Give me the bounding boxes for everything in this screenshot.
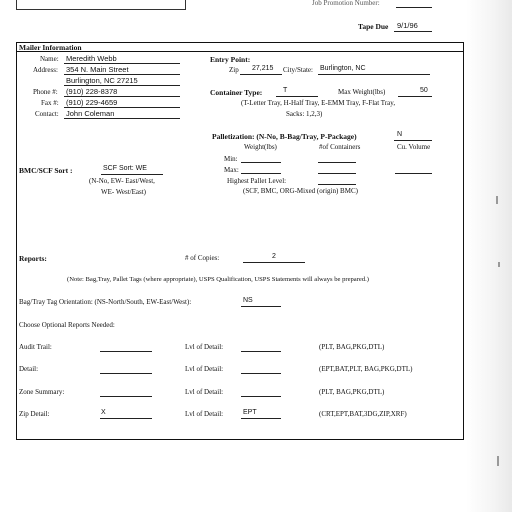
detail-report-options: (EPT,BAT,PLT, BAG,PKG,DTL) xyxy=(319,365,413,373)
address-line1-value[interactable]: 354 N. Main Street xyxy=(66,65,129,74)
min-containers-line xyxy=(318,162,356,163)
fax-label: Fax #: xyxy=(41,99,59,107)
palletization-value[interactable]: N xyxy=(397,131,403,138)
highest-pallet-line xyxy=(318,184,356,185)
detail-report-line xyxy=(100,373,152,374)
copies-label: # of Copies: xyxy=(185,254,220,262)
orientation-line xyxy=(241,306,281,307)
form-header-band xyxy=(16,42,464,52)
zip-detail-detail-label: Lvl of Detail: xyxy=(185,410,224,418)
scan-speck xyxy=(496,196,498,204)
audit-trail-line xyxy=(100,351,152,352)
containers-column-header: #of Containers xyxy=(319,143,361,151)
zip-detail-detail-value[interactable]: EPT xyxy=(243,409,257,416)
phone-value[interactable]: (910) 228-8378 xyxy=(66,87,118,96)
zip-line xyxy=(240,74,282,75)
reports-note: (Note: Bag,Tray, Pallet Tags (where appropriate), USPS Qualification, USPS Statements will always be prepared.) xyxy=(67,276,369,283)
copies-value[interactable]: 2 xyxy=(272,253,276,260)
bmc-options-2: WE- West/East) xyxy=(101,188,146,196)
orientation-label: Bag/Tray Tag Orientation: (NS-North/South, EW-East/West): xyxy=(19,298,192,306)
palletization-label: Palletization: (N-No, B-Bag/Tray, P-Package) xyxy=(212,132,357,141)
min-weight-line xyxy=(241,162,281,163)
scan-speck xyxy=(498,262,500,267)
address-label: Address: xyxy=(33,66,58,74)
audit-trail-label: Audit Trail: xyxy=(19,343,52,351)
address-line2-line xyxy=(64,85,180,86)
max-weight-line xyxy=(398,96,432,97)
container-type-value[interactable]: T xyxy=(283,87,288,94)
zip-detail-detail-line xyxy=(241,418,281,419)
mailer-info-header: Mailer Information xyxy=(19,43,82,52)
contact-value[interactable]: John Coleman xyxy=(66,109,115,118)
tape-due-line xyxy=(394,31,432,32)
optional-reports-label: Choose Optional Reports Needed: xyxy=(19,321,115,329)
address-line2-value[interactable]: Burlington, NC 27215 xyxy=(66,76,138,85)
zip-value[interactable]: 27,215 xyxy=(252,65,274,72)
orientation-value[interactable]: NS xyxy=(243,297,253,304)
city-state-value[interactable]: Burlington, NC xyxy=(320,65,366,72)
min-label: Min: xyxy=(224,155,238,163)
max-weight-line xyxy=(241,173,281,174)
bmc-options-1: (N-No, EW- East/West, xyxy=(89,177,155,185)
entry-point-label: Entry Point: xyxy=(210,55,251,64)
zone-summary-detail-line xyxy=(241,396,281,397)
zone-summary-detail-label: Lvl of Detail: xyxy=(185,388,224,396)
tape-due-value: 9/1/96 xyxy=(397,21,418,30)
max-weight-label: Max Weight(lbs) xyxy=(338,88,386,96)
scf-sort-line xyxy=(101,174,163,175)
volume-column-header: Cu. Volume xyxy=(397,143,431,151)
reports-label: Reports: xyxy=(19,254,47,263)
copies-line xyxy=(243,262,305,263)
contact-line xyxy=(64,118,180,119)
city-state-label: City/State: xyxy=(283,66,313,74)
audit-trail-options: (PLT, BAG,PKG,DTL) xyxy=(319,343,385,351)
job-promotion-line xyxy=(396,7,432,8)
max-weight-value[interactable]: 50 xyxy=(420,87,428,94)
scf-sort-value[interactable]: SCF Sort: WE xyxy=(103,165,147,172)
tape-due-label: Tape Due xyxy=(358,22,389,31)
zip-label: Zip xyxy=(229,66,239,74)
name-label: Name: xyxy=(40,55,59,63)
zip-detail-label: Zip Detail: xyxy=(19,410,50,418)
zip-detail-options: (CRT,EPT,BAT,3DG,ZIP,XRF) xyxy=(319,410,407,418)
highest-pallet-options: (SCF, BMC, ORG-Mixed (origin) BMC) xyxy=(243,187,358,195)
highest-pallet-label: Highest Pallet Level: xyxy=(227,177,287,185)
detail-report-label: Detail: xyxy=(19,365,39,373)
max-label: Max: xyxy=(224,166,239,174)
scan-speck xyxy=(497,456,499,466)
max-volume-line xyxy=(395,173,432,174)
phone-line xyxy=(64,96,180,97)
fax-line xyxy=(64,107,180,108)
address-line1-line xyxy=(64,74,180,75)
city-state-line xyxy=(318,74,430,75)
name-line xyxy=(64,63,180,64)
zone-summary-line xyxy=(100,396,152,397)
top-partial-box xyxy=(16,0,186,10)
fax-value[interactable]: (910) 229-4659 xyxy=(66,98,118,107)
contact-label: Contact: xyxy=(35,110,59,118)
job-promotion-label: Job Promotion Number: xyxy=(312,0,380,7)
name-value[interactable]: Meredith Webb xyxy=(66,54,117,63)
zip-detail-mark[interactable]: X xyxy=(101,409,106,416)
palletization-line xyxy=(394,140,432,141)
detail-report-detail-label: Lvl of Detail: xyxy=(185,365,224,373)
max-containers-line xyxy=(318,173,356,174)
container-options: (T-Letter Tray, H-Half Tray, E-EMM Tray, F-Flat Tray, xyxy=(241,99,396,107)
zone-summary-label: Zone Summary: xyxy=(19,388,65,396)
zone-summary-options: (PLT, BAG,PKG,DTL) xyxy=(319,388,385,396)
weight-column-header: Weight(lbs) xyxy=(244,143,277,151)
container-type-label: Container Type: xyxy=(210,88,263,97)
bmc-scf-sort-label: BMC/SCF Sort : xyxy=(19,166,73,175)
phone-label: Phone #: xyxy=(33,88,58,96)
audit-trail-detail-label: Lvl of Detail: xyxy=(185,343,224,351)
container-type-line xyxy=(276,96,318,97)
container-options-2: Sacks: 1,2,3) xyxy=(286,110,323,118)
zip-detail-line xyxy=(100,418,152,419)
audit-trail-detail-line xyxy=(241,351,281,352)
scan-edge xyxy=(466,0,512,512)
detail-report-detail-line xyxy=(241,373,281,374)
